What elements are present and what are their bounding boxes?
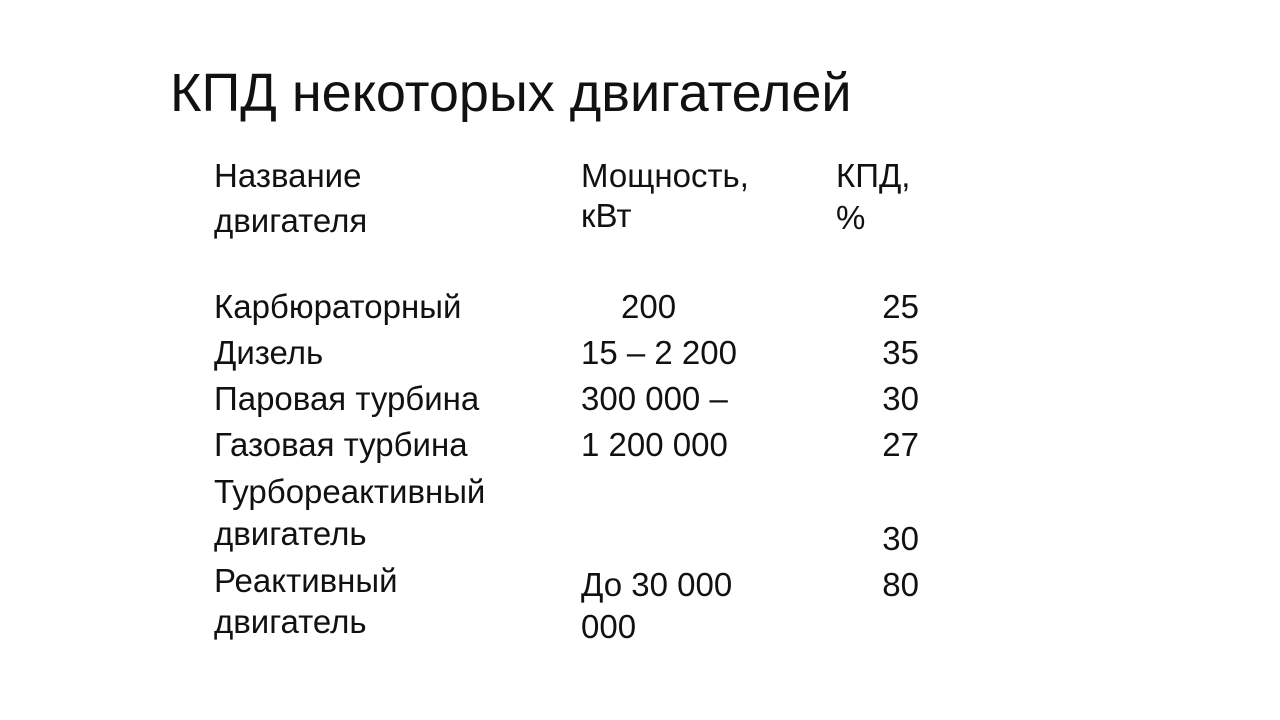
- row-turbojet-name-line2: двигатель: [214, 515, 367, 552]
- header-engine-name-line2: двигателя: [214, 202, 368, 239]
- row-jet-power-line2: 000: [581, 608, 637, 645]
- row-carburetor-efficiency: 25: [882, 288, 919, 325]
- slide-title: КПД некоторых двигателей: [170, 63, 852, 123]
- row-turbojet-efficiency: 30: [882, 520, 919, 557]
- row-diesel-power: 15 – 2 200: [581, 334, 737, 371]
- header-engine-name: Название: [214, 157, 362, 194]
- row-jet-power: До 30 000: [581, 566, 733, 603]
- row-jet-efficiency: 80: [882, 566, 919, 603]
- row-steam-turbine-name: Паровая турбина: [214, 380, 480, 417]
- row-diesel-efficiency: 35: [882, 334, 919, 371]
- row-carburetor-name: Карбюраторный: [214, 288, 462, 325]
- row-steam-turbine-efficiency: 30: [882, 380, 919, 417]
- row-carburetor-power: 200: [621, 288, 677, 325]
- header-efficiency-unit: %: [836, 199, 866, 236]
- header-power: Мощность,: [581, 157, 749, 194]
- row-gas-turbine-name: Газовая турбина: [214, 426, 468, 463]
- row-jet-name: Реактивный: [214, 562, 398, 599]
- row-steam-turbine-power: 300 000 –: [581, 380, 728, 417]
- row-jet-name-line2: двигатель: [214, 603, 367, 640]
- row-diesel-name: Дизель: [214, 334, 324, 371]
- header-power-unit: кВт: [581, 197, 632, 234]
- row-turbojet-name: Турбореактивный: [214, 473, 486, 510]
- row-gas-turbine-power: 1 200 000: [581, 426, 728, 463]
- header-efficiency: КПД,: [836, 157, 911, 194]
- row-gas-turbine-efficiency: 27: [882, 426, 919, 463]
